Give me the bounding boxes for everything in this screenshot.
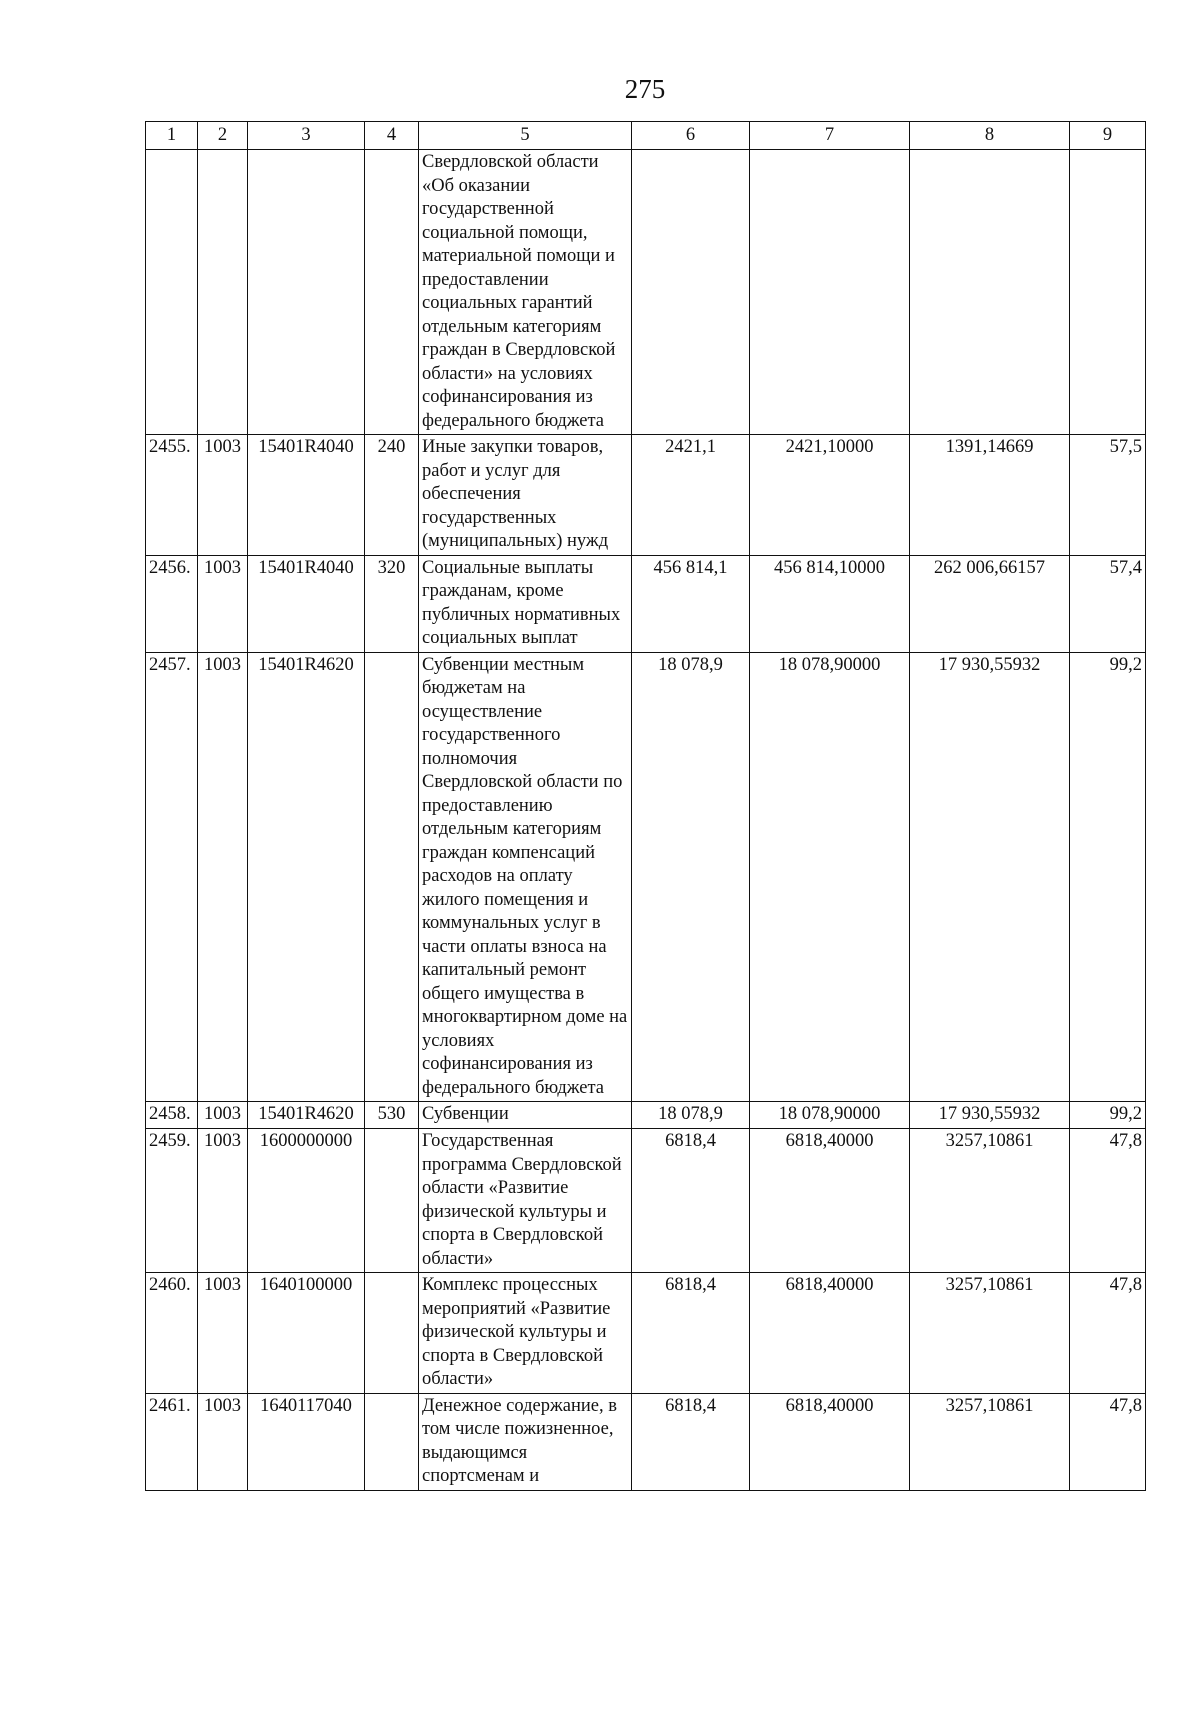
budget-table xyxy=(145,121,1146,1491)
executed-value: 17 930,55932 xyxy=(910,1102,1070,1129)
plan-value: 456 814,1 xyxy=(632,555,750,652)
plan-value: 6818,4 xyxy=(632,1129,750,1273)
approved-value: 18 078,90000 xyxy=(750,1102,910,1129)
description: Социальные выплаты гражданам, кроме публичных нормативных социальных выплат xyxy=(419,555,632,652)
approved-value: 456 814,10000 xyxy=(750,555,910,652)
executed-value: 17 930,55932 xyxy=(910,652,1070,1102)
target-code: 1600000000 xyxy=(248,1129,365,1273)
section-code xyxy=(198,150,248,435)
row-number: 2459. xyxy=(146,1129,198,1273)
expense-type xyxy=(365,150,419,435)
section-code: 1003 xyxy=(198,435,248,556)
executed-value: 3257,10861 xyxy=(910,1273,1070,1394)
table-row xyxy=(146,1129,1146,1273)
percent-value: 47,8 xyxy=(1070,1273,1146,1394)
target-code: 1640100000 xyxy=(248,1273,365,1394)
percent-value xyxy=(1070,150,1146,435)
col-header: 9 xyxy=(1070,122,1146,150)
expense-type xyxy=(365,1393,419,1490)
row-number: 2460. xyxy=(146,1273,198,1394)
table-row xyxy=(146,150,1146,435)
section-code: 1003 xyxy=(198,652,248,1102)
table-row xyxy=(146,1102,1146,1129)
description: Государственная программа Свердловской области «Развитие физической культуры и спорта в Свердловской области» xyxy=(419,1129,632,1273)
plan-value: 18 078,9 xyxy=(632,652,750,1102)
col-header: 1 xyxy=(146,122,198,150)
expense-type xyxy=(365,1273,419,1394)
percent-value: 57,5 xyxy=(1070,435,1146,556)
expense-type xyxy=(365,1129,419,1273)
page-number: 275 xyxy=(624,74,666,104)
expense-type: 240 xyxy=(365,435,419,556)
row-number: 2455. xyxy=(146,435,198,556)
col-header: 7 xyxy=(750,122,910,150)
col-header: 3 xyxy=(248,122,365,150)
table-row xyxy=(146,1273,1146,1394)
plan-value: 6818,4 xyxy=(632,1273,750,1394)
executed-value: 262 006,66157 xyxy=(910,555,1070,652)
table-row xyxy=(146,435,1146,556)
section-code: 1003 xyxy=(198,1393,248,1490)
percent-value: 99,2 xyxy=(1070,1102,1146,1129)
section-code: 1003 xyxy=(198,555,248,652)
section-code: 1003 xyxy=(198,1102,248,1129)
description: Комплекс процессных мероприятий «Развитие физической культуры и спорта в Свердловской области» xyxy=(419,1273,632,1394)
percent-value: 99,2 xyxy=(1070,652,1146,1102)
percent-value: 47,8 xyxy=(1070,1129,1146,1273)
row-number: 2458. xyxy=(146,1102,198,1129)
target-code: 15401R4620 xyxy=(248,1102,365,1129)
description: Свердловской области «Об оказании государственной социальной помощи, материальной помощи и предоставлении социальных гарантий отдельным категориям граждан в Свердловской области» на условиях софинансирования из федерального бюджета xyxy=(419,150,632,435)
approved-value: 6818,40000 xyxy=(750,1273,910,1394)
plan-value: 2421,1 xyxy=(632,435,750,556)
plan-value: 6818,4 xyxy=(632,1393,750,1490)
description: Субвенции местным бюджетам на осуществление государственного полномочия Свердловской области по предоставлению отдельным категориям граждан компенсаций расходов на оплату жилого помещения и коммунальных услуг в части оплаты взноса на капитальный ремонт общего имущества в многоквартирном доме на условиях софинансирования из федерального бюджета xyxy=(419,652,632,1102)
executed-value: 3257,10861 xyxy=(910,1129,1070,1273)
table-header-row xyxy=(146,122,1146,150)
plan-value: 18 078,9 xyxy=(632,1102,750,1129)
plan-value xyxy=(632,150,750,435)
section-code: 1003 xyxy=(198,1129,248,1273)
target-code: 1640117040 xyxy=(248,1393,365,1490)
executed-value: 1391,14669 xyxy=(910,435,1070,556)
row-number: 2456. xyxy=(146,555,198,652)
target-code xyxy=(248,150,365,435)
col-header: 4 xyxy=(365,122,419,150)
col-header: 2 xyxy=(198,122,248,150)
target-code: 15401R4040 xyxy=(248,435,365,556)
percent-value: 57,4 xyxy=(1070,555,1146,652)
description: Субвенции xyxy=(419,1102,632,1129)
approved-value xyxy=(750,150,910,435)
target-code: 15401R4040 xyxy=(248,555,365,652)
table-row xyxy=(146,652,1146,1102)
approved-value: 6818,40000 xyxy=(750,1129,910,1273)
row-number xyxy=(146,150,198,435)
approved-value: 2421,10000 xyxy=(750,435,910,556)
target-code: 15401R4620 xyxy=(248,652,365,1102)
table-row xyxy=(146,1393,1146,1490)
col-header: 6 xyxy=(632,122,750,150)
description: Денежное содержание, в том числе пожизненное, выдающимся спортсменам и xyxy=(419,1393,632,1490)
row-number: 2457. xyxy=(146,652,198,1102)
executed-value xyxy=(910,150,1070,435)
col-header: 5 xyxy=(419,122,632,150)
table-row xyxy=(146,555,1146,652)
approved-value: 18 078,90000 xyxy=(750,652,910,1102)
expense-type: 530 xyxy=(365,1102,419,1129)
expense-type: 320 xyxy=(365,555,419,652)
row-number: 2461. xyxy=(146,1393,198,1490)
expense-type xyxy=(365,652,419,1102)
percent-value: 47,8 xyxy=(1070,1393,1146,1490)
approved-value: 6818,40000 xyxy=(750,1393,910,1490)
executed-value: 3257,10861 xyxy=(910,1393,1070,1490)
description: Иные закупки товаров, работ и услуг для обеспечения государственных (муниципальных) нужд xyxy=(419,435,632,556)
section-code: 1003 xyxy=(198,1273,248,1394)
col-header: 8 xyxy=(910,122,1070,150)
